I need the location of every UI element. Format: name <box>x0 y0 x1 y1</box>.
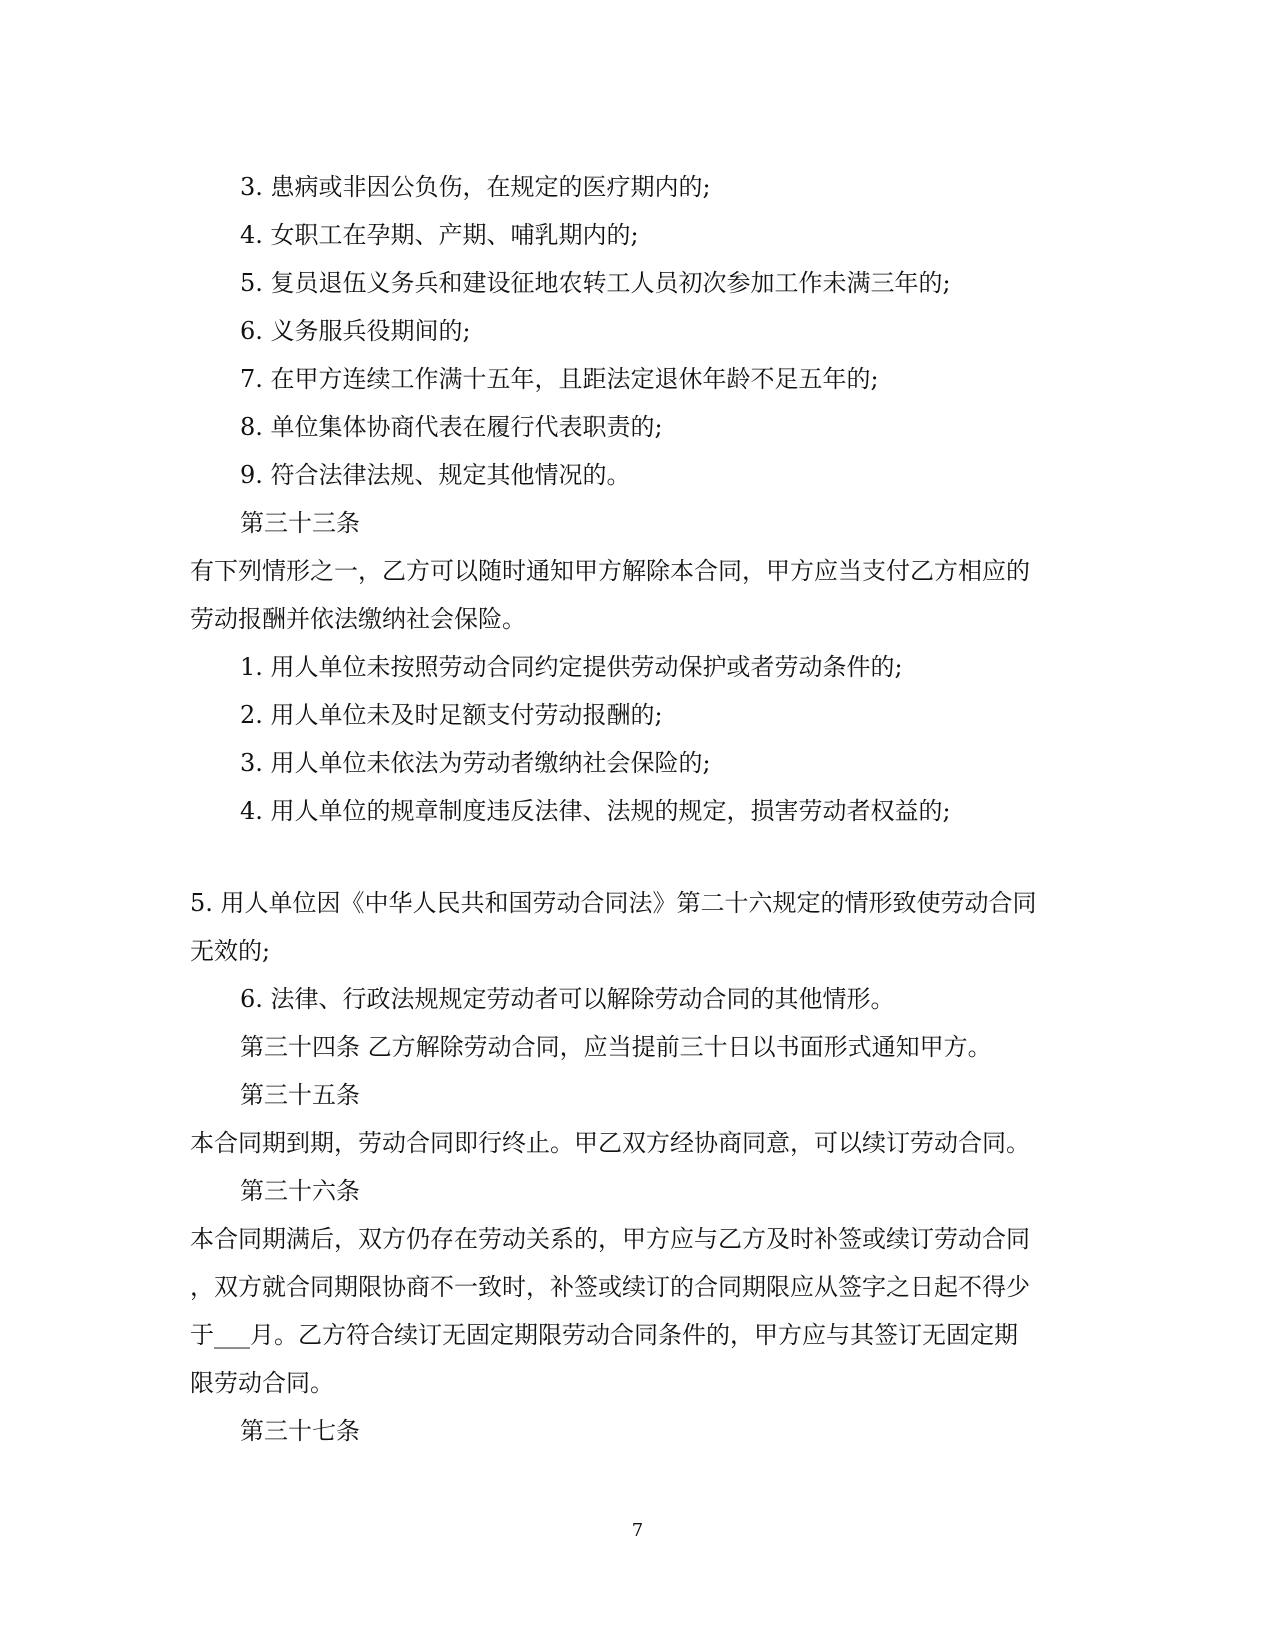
list-item: 7. 在甲方连续工作满十五年，且距法定退休年龄不足五年的; <box>240 365 879 393</box>
article-36-body-line: ，双方就合同期限协商不一致时，补签或续订的合同期限应从签字之日起不得少 <box>190 1273 1030 1301</box>
list-item: 4. 女职工在孕期、产期、哺乳期内的; <box>240 221 639 249</box>
list-item: 6. 义务服兵役期间的; <box>240 317 471 345</box>
article-35-heading: 第三十五条 <box>240 1081 360 1109</box>
list-item: 9. 符合法律法规、规定其他情况的。 <box>240 461 631 489</box>
article-36-body-line: 限劳动合同。 <box>190 1369 334 1397</box>
list-item: 4. 用人单位的规章制度违反法律、法规的规定，损害劳动者权益的; <box>240 797 951 825</box>
document-body <box>190 163 1070 1455</box>
article-34: 第三十四条 乙方解除劳动合同，应当提前三十日以书面形式通知甲方。 <box>240 1033 992 1061</box>
list-item: 1. 用人单位未按照劳动合同约定提供劳动保护或者劳动条件的; <box>240 653 903 681</box>
list-item: 6. 法律、行政法规规定劳动者可以解除劳动合同的其他情形。 <box>240 985 895 1013</box>
page-number: 7 <box>631 1520 644 1541</box>
article-33-body-line: 有下列情形之一，乙方可以随时通知甲方解除本合同，甲方应当支付乙方相应的 <box>190 557 1030 585</box>
article-37-heading: 第三十七条 <box>240 1417 360 1445</box>
list-item: 3. 用人单位未依法为劳动者缴纳社会保险的; <box>240 749 711 777</box>
list-item: 5. 复员退伍义务兵和建设征地农转工人员初次参加工作未满三年的; <box>240 269 951 297</box>
list-item-continuation: 无效的; <box>190 937 271 965</box>
article-36-heading: 第三十六条 <box>240 1177 360 1205</box>
article-33-heading: 第三十三条 <box>240 509 360 537</box>
list-item: 3. 患病或非因公负伤，在规定的医疗期内的; <box>240 173 711 201</box>
paragraph-gap <box>190 835 1070 879</box>
list-item: 5. 用人单位因《中华人民共和国劳动合同法》第二十六规定的情形致使劳动合同 <box>190 889 1037 917</box>
article-36-body-line: 本合同期满后，双方仍存在劳动关系的，甲方应与乙方及时补签或续订劳动合同 <box>190 1225 1030 1253</box>
list-item: 2. 用人单位未及时足额支付劳动报酬的; <box>240 701 663 729</box>
article-33-body-line: 劳动报酬并依法缴纳社会保险。 <box>190 605 526 633</box>
list-item: 8. 单位集体协商代表在履行代表职责的; <box>240 413 663 441</box>
article-35-body: 本合同期到期，劳动合同即行终止。甲乙双方经协商同意，可以续订劳动合同。 <box>190 1129 1030 1157</box>
article-36-body-line: 于___月。乙方符合续订无固定期限劳动合同条件的，甲方应与其签订无固定期 <box>190 1321 1018 1349</box>
